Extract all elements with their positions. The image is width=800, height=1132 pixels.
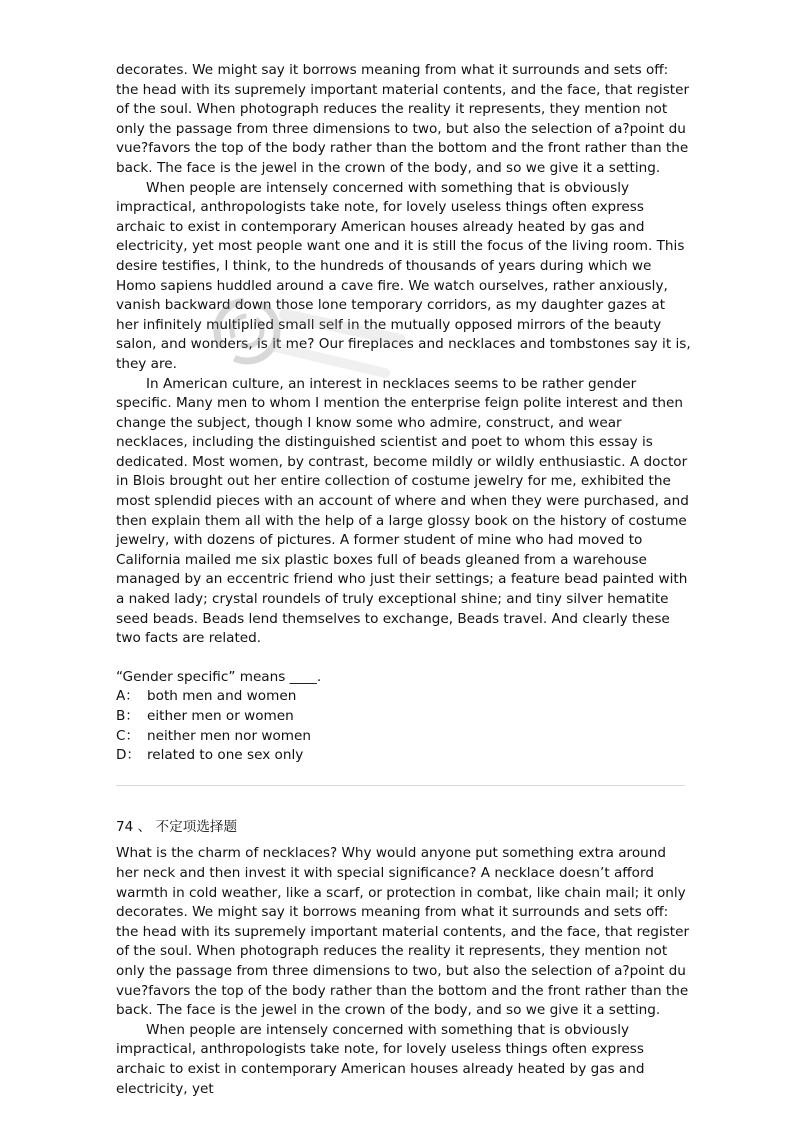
question-number-heading: 74 、 不定项选择题: [116, 818, 238, 835]
section-divider: [116, 785, 685, 786]
document-page: [116, 61, 691, 1099]
spacer: [116, 649, 691, 668]
passage1-paragraph-2: When people are intensely concerned with something that is obviously impractical, anthropologists take note, for lovely useless things often express archaic to exist in contemporary American houses already heated by gas and electricity, yet most people want one and it is still the focus of the living room. This desire testifies, I think, to the hundreds of thousands of years during which we Homo sapiens huddled around a cave fire. We watch ourselves, rather anxiously, vanish backward down those lone temporary corridors, as my daughter gazes at her infinitely multiplied small self in the mutually opposed mirrors of the beauty salon, and wonders, is it me? Our fireplaces and necklaces and tombstones say it is, they are.: [116, 179, 691, 372]
option-a-text: both men and women: [147, 688, 297, 705]
passage2-paragraph-2: When people are intensely concerned with something that is obviously impractical, anthropologists take note, for lovely useless things often express archaic to exist in contemporary American houses already heated by gas and electricity, yet: [116, 1021, 645, 1097]
passage2-paragraph-1: What is the charm of necklaces? Why would anyone put something extra around her neck and then invest it with special significance? A necklace doesn’t afford warmth in cold weather, like a scarf, or protection in combat, like chain mail; it only decorates. We might say it borrows meaning from what it surrounds and sets off: the head with its supremely important material contents, and the face, that register of the soul. When photograph reduces the reality it represents, they mention not only the passage from three dimensions to two, but also the selection of a?point du vue?favors the top of the body rather than the bottom and the front rather than the back. The face is the jewel in the crown of the body, and so we give it a setting.: [116, 845, 690, 1019]
option-d[interactable]: [116, 746, 691, 766]
option-a[interactable]: [116, 687, 691, 707]
question-prompt: “Gender specific” means ____.: [116, 668, 322, 685]
passage1-paragraph-1: decorates. We might say it borrows meaning from what it surrounds and sets off: the head with its supremely important material contents, and the face, that register of the soul. When photograph reduces the reality it represents, they mention not only the passage from three dimensions to two, but also the selection of a?point du vue?favors the top of the body rather than the bottom and the front rather than the back. The face is the jewel in the crown of the body, and so we give it a setting.: [116, 62, 690, 176]
option-c-text: neither men nor women: [147, 727, 312, 744]
passage1-paragraph-3: In American culture, an interest in necklaces seems to be rather gender specific. Many men to whom I mention the enterprise feign polite interest and then change the subject, though I know some who admire, construct, and wear necklaces, including the distinguished scientist and poet to whom this essay is dedicated. Most women, by contrast, become mildly or wildly enthusiastic. A doctor in Blois brought out her entire collection of costume jewelry for me, exhibited the most splendid pieces with an account of where and when they were purchased, and then explain them all with the help of a large glossy book on the history of costume jewelry, with dozens of pictures. A former student of mine who had moved to California mailed me six plastic boxes full of beads gleaned from a warehouse managed by an eccentric friend who just their settings; a feature bead painted with a naked lady; crystal roundels of truly exceptional shine; and tiny silver hematite seed beads. Beads lend themselves to exchange, Beads travel. And clearly these two facts are related.: [116, 375, 689, 647]
option-d-letter: D：: [116, 747, 141, 764]
option-c[interactable]: [116, 727, 691, 747]
option-a-letter: A：: [116, 688, 139, 705]
option-b[interactable]: [116, 707, 691, 727]
option-d-text: related to one sex only: [147, 747, 304, 764]
option-b-letter: B：: [116, 708, 139, 724]
option-c-letter: C：: [116, 727, 140, 744]
option-b-text: either men or women: [147, 708, 294, 724]
